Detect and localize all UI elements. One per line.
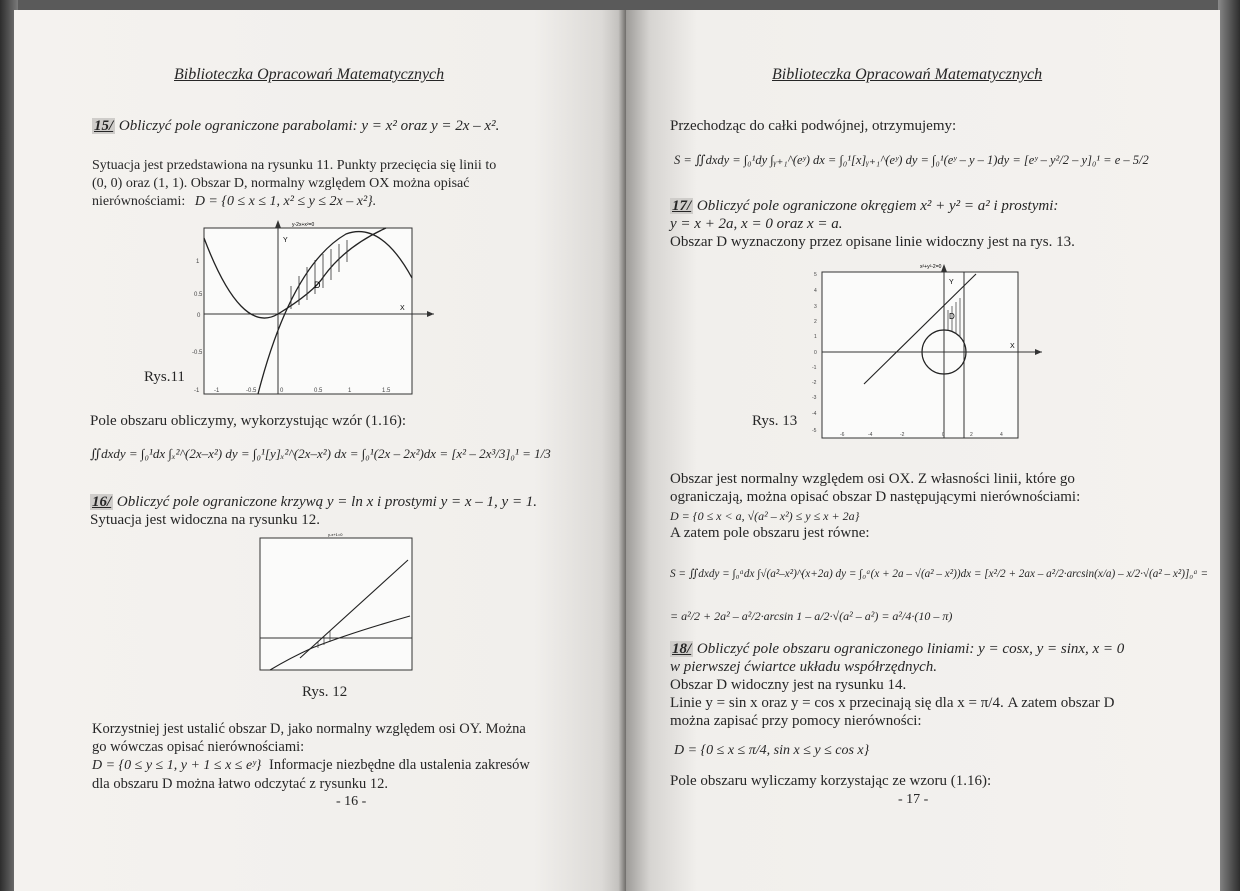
tick: 2 xyxy=(814,319,817,325)
tick: -2 xyxy=(900,432,905,438)
integral-formula: S = ∬dxdy = ∫₀ᵃdx ∫√(a²–x²)^(x+2a) dy = ∫₀ᵃ(x + 2a – √(a² – x²))dx = [x²/2 + 2ax – a²/2·arcsin(x/a) – x/2·√(a² – x²)]₀ᵃ = xyxy=(670,568,1208,580)
problem-task: Obliczyć pole obszaru ograniczonego liniami: y = cosx, y = sinx, x = 0 xyxy=(696,641,1125,657)
integral-formula: S = ∬dxdy = ∫₀¹dy ∫ᵧ₊₁^(eʸ) dx = ∫₀¹[x]ᵧ₊₁^(eʸ) dy = ∫₀¹(eʸ – y – 1)dy = [eʸ – y²/2 – y]₀¹ = e – 5/2 xyxy=(674,153,1149,167)
page-header: Biblioteczka Opracowań Matematycznych xyxy=(772,66,1043,83)
y-axis-arrow xyxy=(941,264,947,272)
tick: -3 xyxy=(812,395,817,401)
tick: -1 xyxy=(194,388,200,394)
text-line: Obszar D wyznaczony przez opisane linie widoczny jest na rys. 13. xyxy=(670,234,1075,250)
x-axis-label: X xyxy=(400,305,405,312)
tick: -4 xyxy=(868,432,873,438)
tick: 0 xyxy=(942,432,945,438)
problem-number: 17/ xyxy=(672,198,692,214)
integral-formula: = a²/2 + 2a² – a²/2·arcsin 1 – a/2·√(a² – a²) = a²/4·(10 – π) xyxy=(670,609,953,623)
tick: 1 xyxy=(814,334,817,340)
problem-15 xyxy=(92,117,499,136)
tick: 0 xyxy=(197,313,201,319)
text-line: dla obszaru D można łatwo odczytać z rysunku 12. xyxy=(92,776,388,792)
inequality: D = {0 ≤ x ≤ 1, x² ≤ y ≤ 2x – x²}. xyxy=(194,194,377,209)
region-label: D xyxy=(949,312,955,321)
text-span: nierównościami: xyxy=(92,194,186,209)
y-ticks xyxy=(812,272,817,434)
text-line: ograniczają, można opisać obszar D następującymi nierównościami: xyxy=(670,489,1081,505)
figure-caption: Rys.11 xyxy=(144,369,185,385)
page-number: - 17 - xyxy=(898,792,929,807)
inequality: D = {0 ≤ x ≤ π/4, sin x ≤ y ≤ cos x} xyxy=(674,743,870,758)
y-axis-label: Y xyxy=(283,237,288,244)
x-axis-arrow xyxy=(427,311,434,317)
inequality: D = {0 ≤ y ≤ 1, y + 1 ≤ x ≤ eʸ} xyxy=(92,758,262,773)
problem-17 xyxy=(670,197,1058,216)
tick: 4 xyxy=(814,288,817,294)
tick: 4 xyxy=(1000,432,1003,438)
tick: 1 xyxy=(348,388,352,394)
figure-caption: Rys. 12 xyxy=(302,684,348,700)
figure-13 xyxy=(806,260,1046,450)
problem-task: Obliczyć pole ograniczone parabolami: y = x² oraz y = 2x – x². xyxy=(118,118,500,134)
text-line: Pole obszaru wyliczamy korzystając ze wzoru (1.16): xyxy=(670,773,992,789)
text-line: A zatem pole obszaru jest równe: xyxy=(670,525,870,541)
tick: 0.5 xyxy=(314,388,323,394)
text-span: Informacje niezbędne dla ustalenia zakresów xyxy=(269,757,530,773)
problem-18 xyxy=(670,640,1124,659)
text-line: Obszar D widoczny jest na rysunku 14. xyxy=(670,677,907,693)
figure-12 xyxy=(250,530,420,678)
tick: -2 xyxy=(812,380,817,386)
text-line xyxy=(92,756,530,775)
text-line: y = x + 2a, x = 0 oraz x = a. xyxy=(670,216,843,232)
problem-task: Obliczyć pole ograniczone okręgiem x² + y² = a² i prostymi: xyxy=(696,198,1059,214)
left-page xyxy=(14,10,626,891)
tick: 0 xyxy=(814,350,817,356)
plot-frame xyxy=(204,228,412,394)
problem-number: 18/ xyxy=(672,641,692,657)
x-axis-arrow xyxy=(1035,349,1042,355)
y-axis-label: Y xyxy=(949,279,954,286)
y-axis-arrow xyxy=(275,220,281,228)
problem-task: Obliczyć pole ograniczone krzywą y = ln x i prostymi y = x – 1, y = 1. xyxy=(116,494,538,510)
text-line: Przechodząc do całki podwójnej, otrzymujemy: xyxy=(670,118,957,134)
text-line xyxy=(92,192,376,211)
tick: -1 xyxy=(812,365,817,371)
text-line: Pole obszaru obliczymy, wykorzystując wzór (1.16): xyxy=(90,413,407,429)
tick: -0.5 xyxy=(192,350,203,356)
figure-caption: Rys. 13 xyxy=(752,413,798,429)
plot-frame xyxy=(260,538,412,670)
tick: 5 xyxy=(814,272,817,278)
text-line: Linie y = sin x oraz y = cos x przecinają się dla x = π/4. A zatem obszar D xyxy=(670,695,1115,711)
region-label: D xyxy=(314,280,321,290)
tick: 0.5 xyxy=(194,292,203,298)
text-line: w pierwszej ćwiartce układu współrzędnych. xyxy=(670,659,938,675)
right-page xyxy=(626,10,1220,891)
integral-formula: ∬dxdy = ∫₀¹dx ∫ₓ²^(2x–x²) dy = ∫₀¹[y]ₓ²^(2x–x²) dx = ∫₀¹(2x – 2x²)dx = [x² – 2x³/3]₀¹ = 1/3 xyxy=(90,446,551,461)
tick: -4 xyxy=(812,411,817,417)
problem-number: 16/ xyxy=(92,494,112,510)
text-line: Korzystniej jest ustalić obszar D, jako normalny względem osi OY. Można xyxy=(92,721,526,737)
figure-11 xyxy=(192,216,446,401)
tick: -0.5 xyxy=(246,388,257,394)
right-shadow xyxy=(1218,0,1240,891)
tick: 1.5 xyxy=(382,388,391,394)
tick: -1 xyxy=(214,388,220,394)
text-line: go wówczas opisać nierównościami: xyxy=(92,739,305,755)
text-line: Sytuacja jest przedstawiona na rysunku 11. Punkty przecięcia się linii to xyxy=(92,158,497,173)
line-label: y-x+1=0 xyxy=(328,532,343,537)
tick: 1 xyxy=(196,259,200,265)
page-header: Biblioteczka Opracowań Matematycznych xyxy=(174,66,445,83)
y-ticks xyxy=(192,259,203,394)
problem-number: 15/ xyxy=(94,118,114,134)
circle-label: x²+y²-2=0 xyxy=(920,264,942,270)
text-line: można zapisać przy pomocy nierówności: xyxy=(670,713,922,729)
plot-frame xyxy=(822,272,1018,438)
tick: 2 xyxy=(970,432,973,438)
problem-16 xyxy=(90,493,537,512)
page-number: - 16 - xyxy=(336,794,367,809)
tick: -6 xyxy=(840,432,845,438)
tick: 0 xyxy=(280,388,284,394)
curve-label: y-2x+x²=0 xyxy=(292,222,315,228)
x-axis-label: X xyxy=(1010,343,1015,350)
tick: -5 xyxy=(812,428,817,434)
text-line: Sytuacja jest widoczna na rysunku 12. xyxy=(90,512,320,528)
tick: 3 xyxy=(814,304,817,310)
inequality: D = {0 ≤ x < a, √(a² – x²) ≤ y ≤ x + 2a} xyxy=(670,509,860,523)
text-line: (0, 0) oraz (1, 1). Obszar D, normalny względem OX można opisać xyxy=(92,176,470,191)
text-line: Obszar jest normalny względem osi OX. Z własności linii, które go xyxy=(670,471,1075,487)
